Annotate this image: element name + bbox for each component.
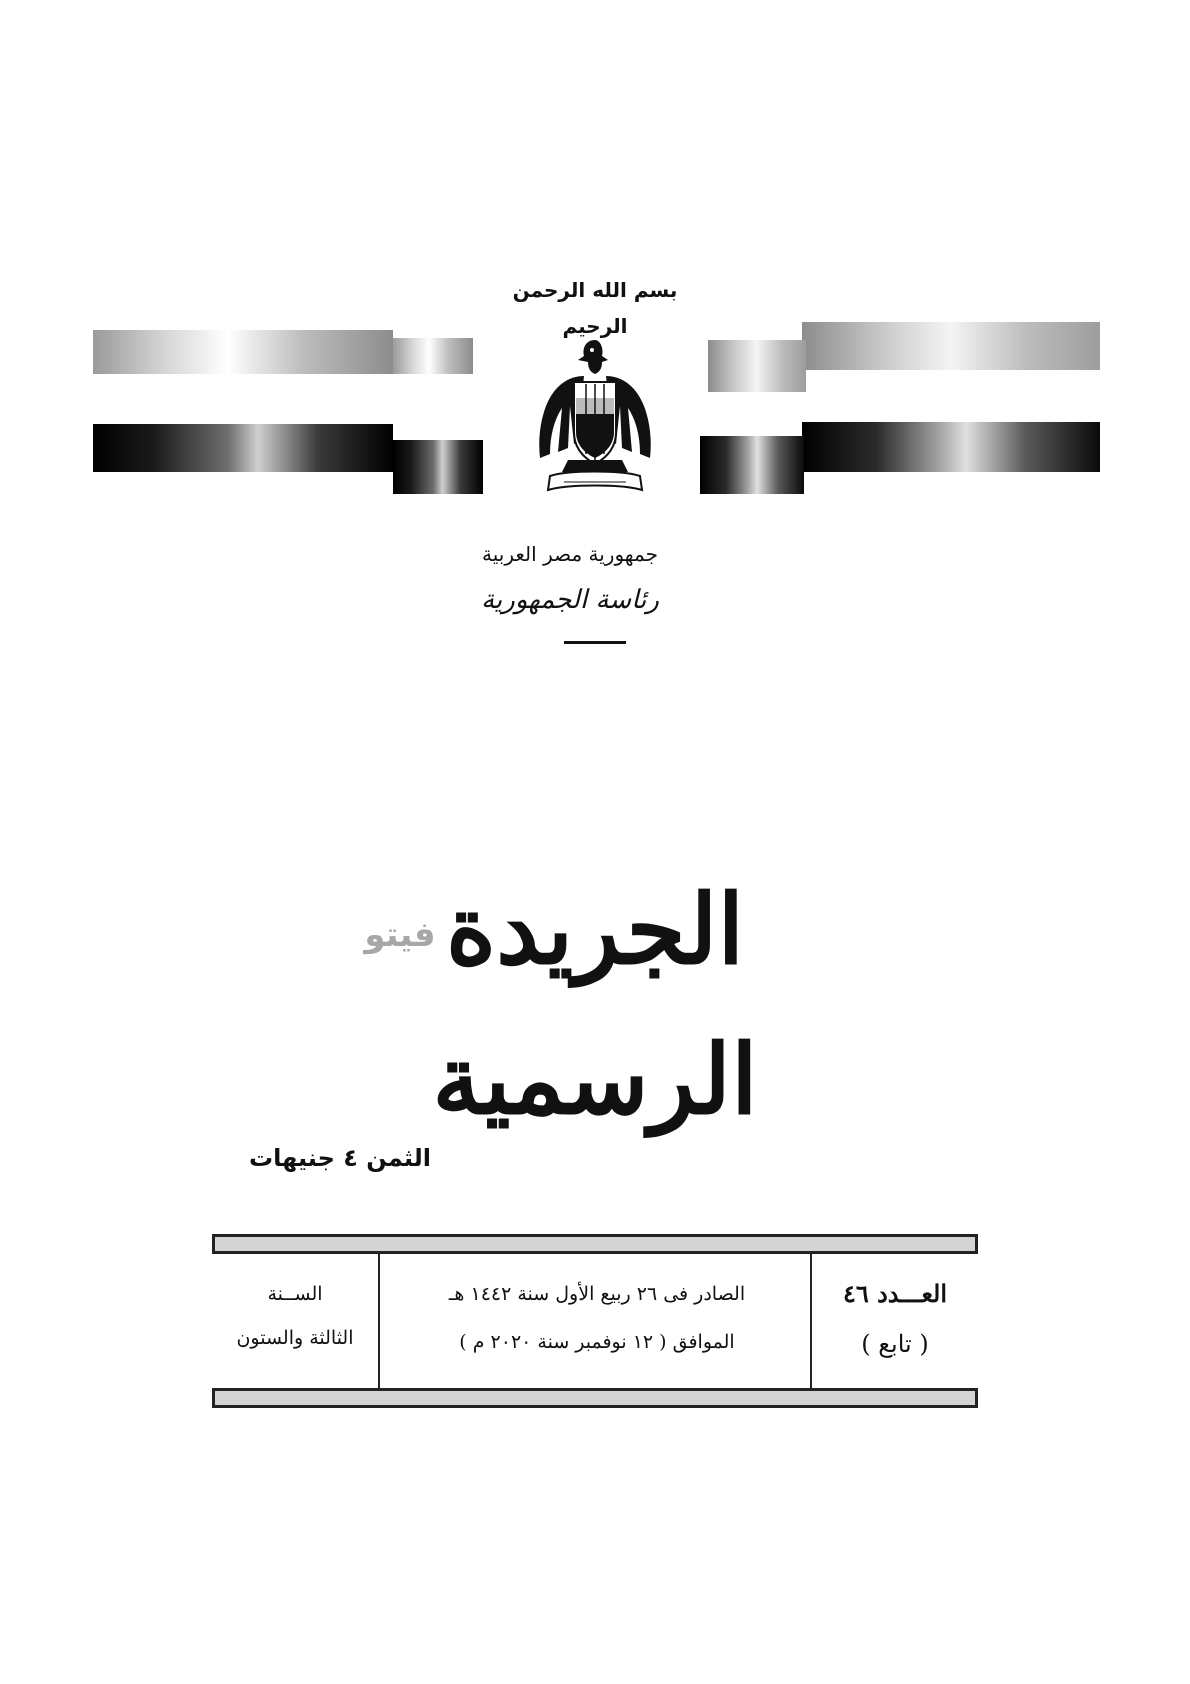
presidency-name: رئاسة الجمهورية [481,585,659,615]
divider [564,641,626,644]
hijri-date: الصادر فى ٢٦ ربيع الأول سنة ١٤٤٢ هـ [448,1283,746,1305]
right-silver-stripe-inner [708,340,806,392]
issue-number: العـــدد ٤٦ [842,1279,948,1308]
gregorian-date: الموافق ( ١٢ نوفمبر سنة ٢٠٢٠ م ) [459,1331,735,1353]
issue-continued: ( تابع ) [861,1330,929,1358]
right-black-stripe-inner [700,436,804,494]
table-top-bar [212,1234,978,1254]
year-label: الســنة [267,1283,323,1305]
republic-name: جمهورية مصر العربية [482,542,658,566]
right-black-stripe [802,422,1100,472]
left-black-stripe [93,424,393,472]
eagle-emblem-icon [528,336,662,506]
issue-cell [812,1254,978,1388]
basmala: بسم الله الرحمن الرحيم [512,278,678,338]
table-bottom-bar [212,1388,978,1408]
left-silver-stripe [93,330,393,374]
price-label: الثمن ٤ جنيهات [249,1144,431,1172]
right-silver-stripe [802,322,1100,370]
year-value: الثالثة والستون [236,1327,354,1349]
left-silver-stripe-inner [393,338,473,374]
gazette-title: الجريدة الرسمية [432,873,758,1136]
watermark-logo: فيتو [364,915,436,955]
left-black-stripe-inner [393,440,483,494]
year-cell [212,1254,378,1388]
issue-info-table [212,1254,978,1388]
date-cell [378,1254,812,1388]
